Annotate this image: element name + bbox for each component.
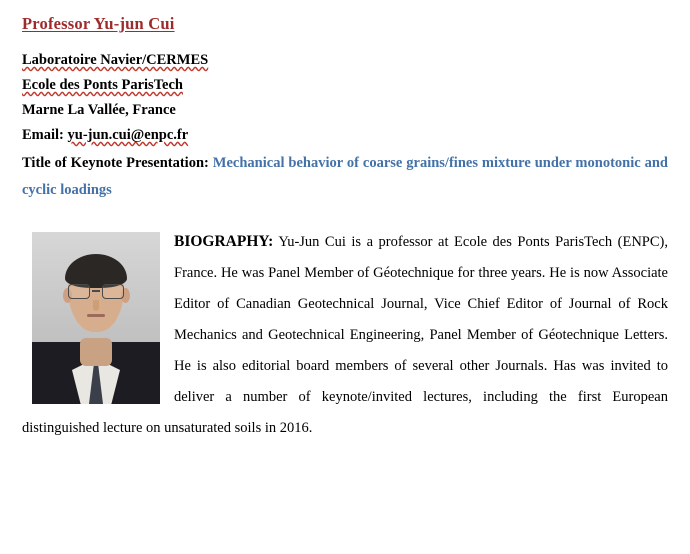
photo-nose [93,300,99,311]
affiliation-line-3 [22,98,668,123]
biography-section [22,226,668,444]
email-address[interactable]: yu-jun.cui@enpc.fr [67,127,189,143]
photo-lens-right [102,284,124,299]
email-label: Email: [22,127,64,143]
biography-body: Yu-Jun Cui is a professor at Ecole des Ponts ParisTech (ENPC), France. He was Panel Member of Géotechnique for three years. He is now Associate Editor of Canadian Geotechnical Journal, Vice Chief Editor of Journal of Rock Mechanics and Geotechnical Engineering, Panel Member of Géotechnique Letters. He is also editorial board members of several other Journals. Has was invited to deliver a number of keynote/invited lectures, including the first European distinguished lecture on unsaturated soils in 2016. [22,234,668,436]
biography-separator: : [268,233,274,250]
affiliation-line-3-text: Marne La Vallée, France [22,102,176,118]
affiliation-line-1-text: Laboratoire Navier/CERMES [22,52,209,68]
email-line [22,123,668,148]
photo-eyebrow-left [70,280,88,283]
biography-label: BIOGRAPHY [174,233,269,250]
keynote-block [22,150,668,204]
photo-glasses-bridge [92,290,100,292]
glasses-icon [65,284,127,300]
keynote-title: Mechanical behavior of coarse grains/fines mixture under monotonic and cyclic loadings [22,155,669,198]
page-title: Professor Yu-jun Cui [22,14,175,33]
affiliation-line-2 [22,73,668,98]
affiliation-line-1 [22,48,668,73]
affiliation-line-2-text: Ecole des Ponts ParisTech [22,77,183,93]
photo-eyebrow-right [102,280,120,283]
affiliation-block [22,48,668,148]
avatar [32,232,160,404]
keynote-label: Title of Keynote Presentation: [22,155,209,171]
photo-lens-left [68,284,90,299]
photo-mouth [87,314,105,317]
photo-neck [80,338,112,366]
